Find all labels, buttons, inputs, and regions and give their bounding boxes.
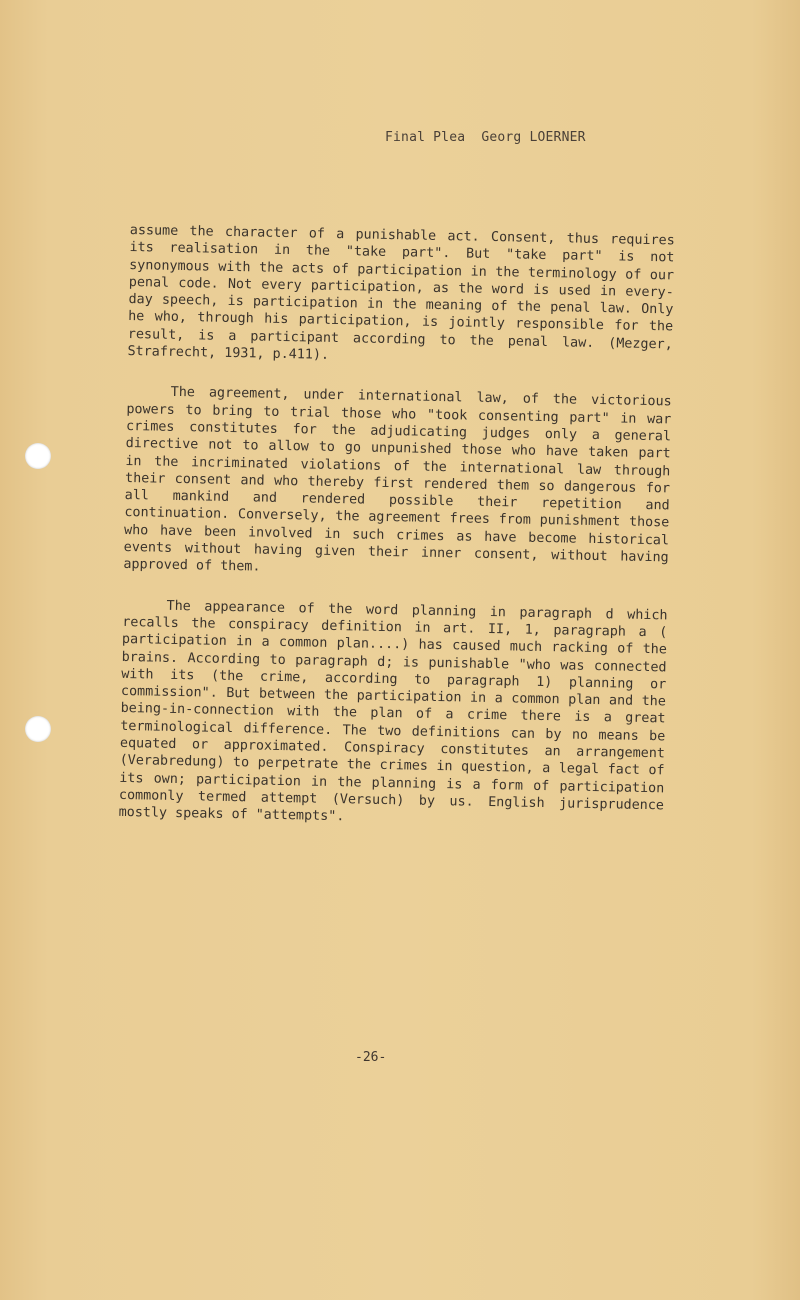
page-header: Final Plea Georg LOERNER — [385, 130, 586, 145]
paragraph-continuation: assume the character of a punishable act. Consent, thus requires its realisation in the "take part". But "take part" is not synonymous with the acts of participation in the terminology of our penal code. Not every participation, as the word is used in every-day speech, is participation in the meaning of the penal law. Only he who, through his participation, is jointly responsible for the result, is a participant according to the penal law. (Mezger, Strafrecht, 1931, p.411). — [127, 222, 675, 363]
document-body — [118, 222, 675, 855]
page-number: -26- — [355, 1050, 387, 1065]
punch-hole — [25, 443, 51, 469]
paragraph-agreement: The agreement, under international law, of the victorious powers to bring to trial those who "took consenting part" in war crimes constitutes for the adjudicating judges only a general directive not to allow to go unpunished those who have taken part in the incriminated violations of the international law through their consent and who thereby first rendered them so dangerous for all mankind and rendered possible their repetition and continuation. Conversely, the agreement frees from punishment those who have been involved in such crimes as have become historical events without having given their inner consent, without having approved of them. — [123, 385, 672, 575]
paragraph-planning: The appearance of the word planning in paragraph d which recalls the conspiracy definition in art. II, 1, paragraph a ( participation in a common plan....) has caused much racking of the brains. According to paragraph d; is punishable "who was connected with its (the crime, according to paragraph 1) planning or commission". But between the participation in a common plan and the being-in-connection with the plan of a crime there is a great terminological difference. The two definitions can by no means be equated or approximated. Conspiracy constitutes an arrangement (Verabredung) to perpetrate the crimes in question, a legal fact of its own; participation in the planning is a form of participation commonly termed attempt (Versuch) by us. English jurisprudence mostly speaks of "attempts". — [118, 598, 668, 825]
punch-hole — [25, 716, 51, 742]
